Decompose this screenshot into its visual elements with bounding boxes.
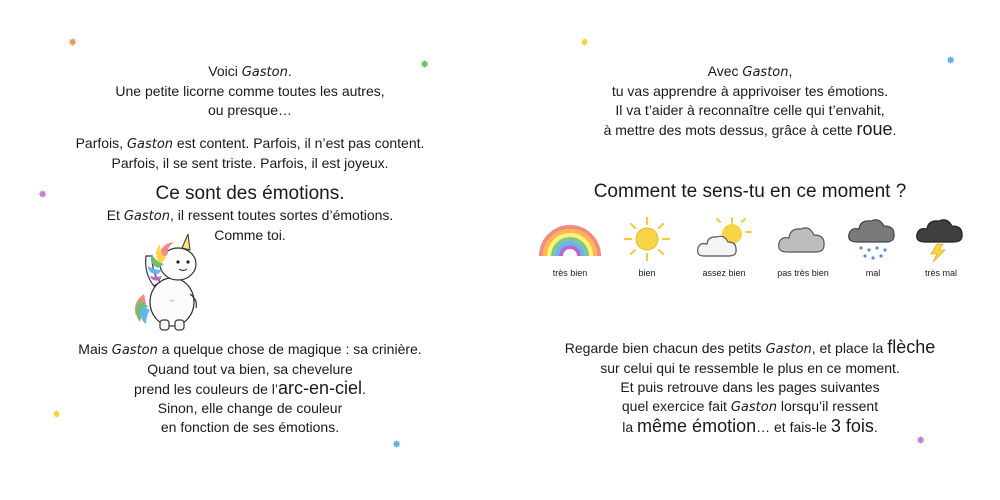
- instructions-paragraph: Regarde bien chacun des petits Gaston, et place la flèche sur celui qui te ressemble le plus en ce moment. Et puis retrouve dans les pages suivantes quel exercice fait Gaston lorsqu’il ressent la même émotion… et fais-le 3 fois.: [564, 337, 936, 436]
- star-icon: ✸: [580, 37, 590, 49]
- rainbow-word: arc-en-ciel: [278, 378, 363, 398]
- weather-label: pas très bien: [777, 268, 829, 278]
- weather-item-bien: [607, 216, 687, 278]
- wheel-word: roue: [856, 119, 893, 139]
- weather-item-tres-mal: [901, 216, 981, 278]
- moods-paragraph: Parfois, Gaston est content. Parfois, il n’est pas content. Parfois, il se sent triste. Parfois, il est joyeux.: [75, 135, 425, 171]
- weather-item-pas-tres-bien: [763, 216, 843, 278]
- weather-item-assez-bien: [684, 216, 764, 278]
- question-heading: Comment te sens-tu en ce moment ?: [593, 181, 907, 202]
- weather-label: très bien: [552, 268, 588, 278]
- magic-mane-paragraph: Mais Gaston a quelque chose de magique : sa crinière. Quand tout va bien, sa chevelure prend les couleurs de l’arc-en-ciel. Sinon, elle change de couleur en fonction de ses émotions.: [78, 341, 422, 435]
- cloud-icon: [775, 216, 831, 262]
- weather-scale: [530, 216, 980, 296]
- three-times-words: 3 fois: [830, 416, 874, 436]
- rainbow-icon: [535, 216, 605, 262]
- emotions-paragraph: Ce sont des émotions. Et Gaston, il ressent toutes sortes d’émotions. Comme toi.: [50, 182, 450, 245]
- weather-label: bien: [638, 268, 656, 278]
- sun-icon: [619, 216, 675, 262]
- star-icon: ✸: [38, 189, 48, 201]
- star-icon: ✸: [392, 439, 402, 451]
- sun-cloud-icon: [694, 216, 754, 262]
- rain-cloud-icon: [845, 216, 901, 262]
- arrow-word: flèche: [887, 337, 936, 357]
- emotions-heading: Ce sont des émotions.: [155, 183, 345, 204]
- weather-label: très mal: [924, 268, 957, 278]
- wheel-intro-paragraph: Avec Gaston, tu vas apprendre à apprivoiser tes émotions. Il va t’aider à reconnaître celle qui t’envahit, à mettre des mots dessus, grâce à cette roue.: [603, 63, 897, 139]
- star-icon: ✸: [946, 55, 956, 67]
- intro-paragraph: Voici Gaston. Une petite licorne comme toutes les autres, ou presque…: [115, 63, 385, 118]
- same-emotion-words: même émotion: [637, 416, 757, 436]
- weather-label: mal: [865, 268, 881, 278]
- star-icon: ✸: [420, 59, 430, 71]
- storm-cloud-icon: [913, 216, 969, 262]
- star-icon: ✸: [68, 37, 78, 49]
- star-icon: ✸: [916, 435, 926, 447]
- weather-label: assez bien: [702, 268, 746, 278]
- gaston-name: Gaston: [241, 65, 288, 80]
- star-icon: ✸: [52, 409, 62, 421]
- unicorn-illustration: [130, 234, 210, 334]
- weather-item-tres-bien: [530, 216, 610, 278]
